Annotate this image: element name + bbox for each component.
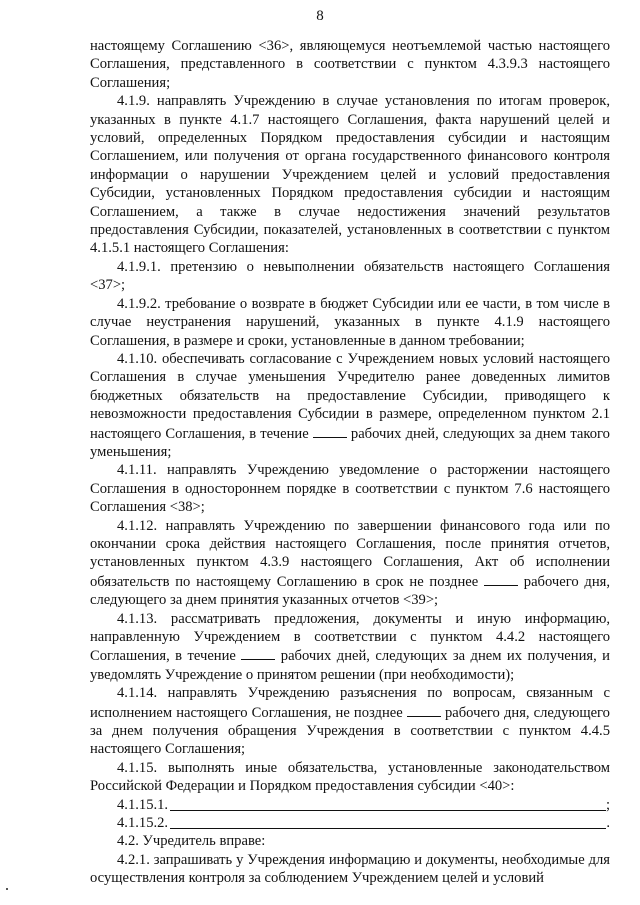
paragraph-4-1-12-text-start: 4.1.12. направлять Учреждению по завершении финансового года или по окончании срока действия настоящего Соглашения, после принятия отчетов, установленных пунктом 4.3.9 настоящего Соглашения, Акт об исполнении обязательств по настоящему Соглашению в срок не позднее [90,517,610,590]
fill-line-4-1-15-1 [90,796,610,814]
fill-line-label: 4.1.15.2. [117,815,169,832]
paragraph-4-1-11: 4.1.11. направлять Учреждению уведомление о расторжении настоящего Соглашения в одностороннем порядке в соответствии с пунктом 7.6 настоящего Соглашения <38>; [90,462,610,516]
paragraph-4-1-13-text-start: 4.1.13. рассматривать предложения, документы и иную информацию, направленную Учреждением в соответствии с пунктом 4.4.2 настоящего Соглашения, в течение [90,610,610,665]
fill-line-rule [170,796,606,811]
paragraph-4-1-10-text-end: рабочих дней, следующих за днем такого уменьшения; [90,425,610,460]
paragraph-continuation: настоящему Соглашению <36>, являющемуся неотъемлемой частью настоящего Соглашения, представленного в соответствии с пунктом 4.3.9.3 настоящего Соглашения; [90,38,610,91]
paragraph-4-1-15: 4.1.15. выполнять иные обязательства, установленные законодательством Российской Федерации и Порядком предоставления субсидии <40>: [90,759,610,795]
paragraph-4-1-12 [90,517,610,610]
fill-line-end: . [606,815,610,832]
fill-line-end: ; [605,796,610,813]
paragraph-4-1-9-1: 4.1.9.1. претензию о невыполнении обязательств настоящего Соглашения <37>; [90,258,610,294]
fill-line-rule [170,814,606,829]
fill-line-4-1-15-2 [90,814,610,832]
paragraph-4-1-14-text-start: 4.1.14. направлять Учреждению разъяснения по вопросам, связанным с исполнением настоящего Соглашения, не позднее [90,685,610,721]
paragraph-4-1-9-2: 4.1.9.2. требование о возврате в бюджет Субсидии или ее части, в том числе в случае неустранения нарушений, указанных в пункте 4.1.9 настоящего Соглашения, в размере и сроки, установленные в данном требовании; [90,295,610,349]
paragraph-4-1-14 [90,684,610,759]
paragraph-4-1-14-text-end: рабочего дня, следующего за днем получения обращения Учреждения в соответствии с пунктом 4.4.5 настоящего Соглашения; [90,704,610,758]
blank-days-field [313,424,347,438]
fill-line-label: 4.1.15.1. [117,796,169,813]
paragraph-4-1-10 [90,350,610,461]
paragraph-4-2: 4.2. Учредитель вправе: [117,833,266,850]
paragraph-4-1-12-text-end: рабочего дня, следующего за днем принятия указанных отчетов <39>; [90,573,610,609]
paragraph-4-1-9: 4.1.9. направлять Учреждению в случае установления по итогам проверок, указанных в пункте 4.1.7 настоящего Соглашения, факта нарушений целей и условий, определенных Порядком предоставления субсидии и настоящим Соглашением, или получения от органа государственного финансового контроля информации о нарушении Учреждением целей и условий предоставления Субсидии, установленных Порядком предоставления субсидии и настоящим Соглашением, а также в случае недостижения значений результатов предоставления Субсидии, показателей, установленных в соответствии с пунктом 4.1.5.1 настоящего Соглашения: [90,93,610,257]
blank-days-field [484,572,518,586]
document-body [90,37,610,888]
blank-days-field [407,703,441,717]
paragraph-4-1-13-text-end: рабочих дней, следующих за днем их получения, и уведомлять Учреждение о принятом решении (при необходимости); [90,648,610,683]
scan-speck [6,888,8,890]
paragraph-4-1-10-text-start: 4.1.10. обеспечивать согласование с Учреждением новых условий настоящего Соглашения в случае уменьшения Учредителю ранее доведенных лимитов бюджетных обязательств на предоставление Субсидии, приводящего к невозможности предоставления Субсидии в размере, определенном пунктом 2.1 настоящего Соглашения, в течение [90,350,610,442]
paragraph-4-1-13 [90,610,610,685]
page-number: 8 [316,8,324,24]
paragraph-4-2-1: 4.2.1. запрашивать у Учреждения информацию и документы, необходимые для осуществления контроля за соблюдением Учреждением целей и условий [90,851,610,887]
blank-days-field [241,646,275,660]
